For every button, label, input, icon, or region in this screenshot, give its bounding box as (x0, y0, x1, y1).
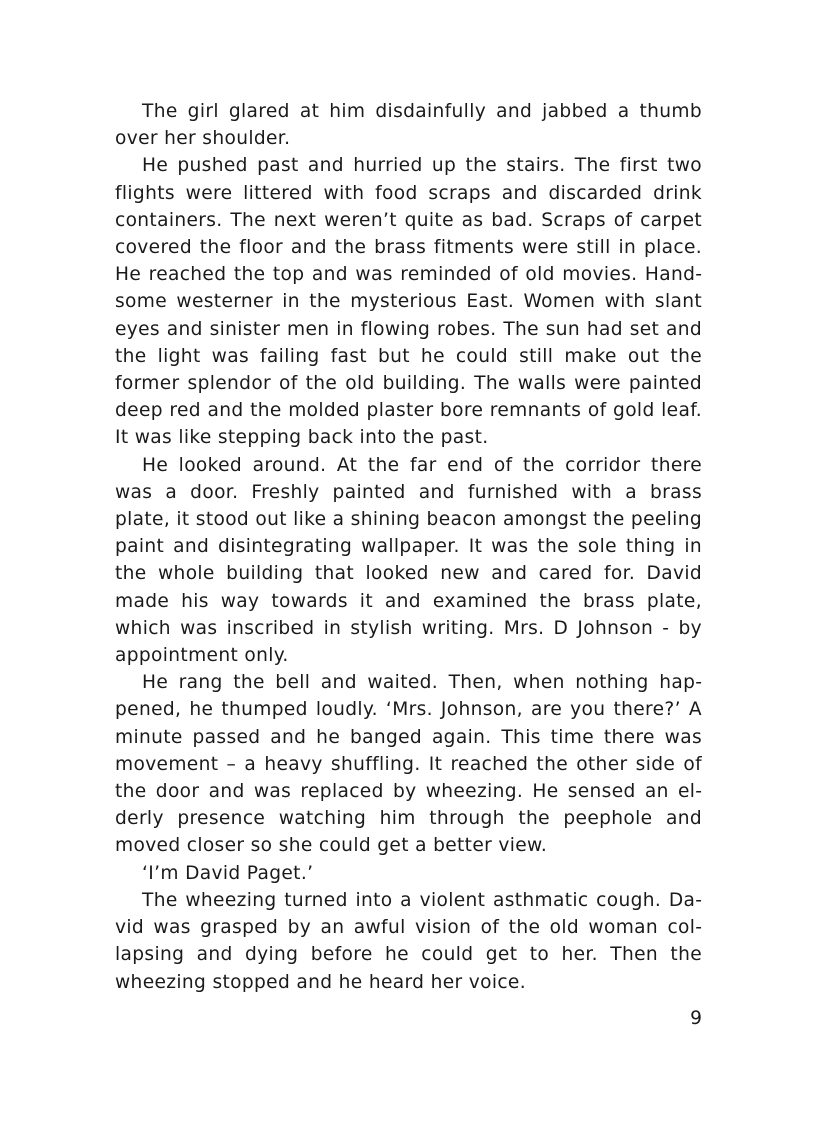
paragraph: The wheezing turned into a violent asthmatic cough. David was grasped by an awful vision of the old woman collapsing and dying before he could get to her. Then the wheezing stopped and he heard her voice. (115, 889, 702, 993)
page-body (115, 98, 702, 996)
paragraph: He pushed past and hurried up the stairs. The first two flights were littered with food scraps and discarded drink containers. The next weren’t quite as bad. Scraps of carpet covered the floor and the brass fitments were still in place. He reached the top and was reminded of old movies. Handsome westerner in the mysterious East. Women with slant eyes and sinister men in flowing robes. The sun had set and the light was failing fast but he could still make out the former splendor of the old building. The walls were painted deep red and the molded plaster bore remnants of gold leaf. It was like stepping back into the past. (115, 155, 702, 449)
page-number: 9 (690, 1008, 702, 1029)
paragraph: The girl glared at him disdainfully and jabbed a thumb over her shoulder. (115, 101, 702, 150)
paragraph: He looked around. At the far end of the corridor there was a door. Freshly painted and furnished with a brass plate, it stood out like a shining beacon amongst the peeling paint and disintegrating wallpaper. It was the sole thing in the whole building that looked new and cared for. David made his way towards it and examined the brass plate, which was inscribed in stylish writing. Mrs. D Johnson - by appointment only. (115, 454, 702, 667)
paragraph: He rang the bell and waited. Then, when nothing happened, he thumped loudly. ‘Mrs. Johnson, are you there?’ A minute passed and he banged again. This time there was movement – a heavy shuffling. It reached the other side of the door and was replaced by wheezing. He sensed an elderly presence watching him through the peephole and moved closer so she could get a better view. (115, 672, 702, 857)
paragraph: ‘I’m David Paget.’ (142, 862, 314, 884)
